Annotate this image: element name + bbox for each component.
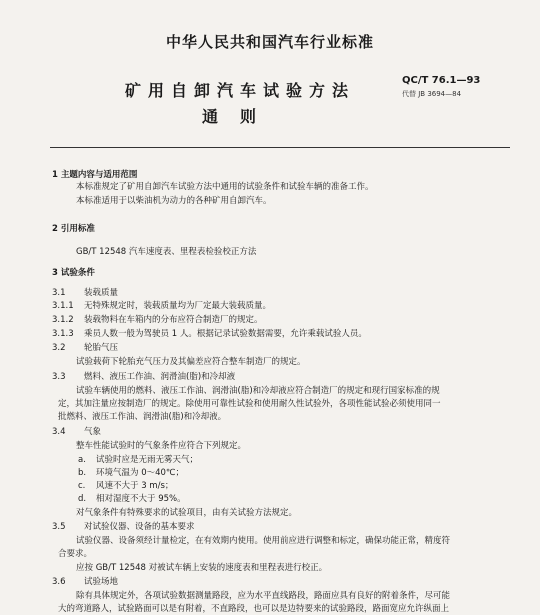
clause-3-3	[52, 371, 235, 383]
clause-3-5-line-2: 合要求。	[58, 549, 93, 559]
clause-3-3-line-3: 批燃料、液压工作油、润滑油(脂)和冷却液。	[58, 412, 227, 422]
clause-3-5	[52, 521, 195, 533]
clause-number: 3.3	[52, 372, 66, 382]
condition-item-d: d. 相对湿度不大于 95%。	[78, 494, 186, 504]
header-divider	[50, 147, 510, 148]
clause-title: 燃料、液压工作油、润滑油(脂)和冷却液	[84, 372, 236, 382]
condition-item-a: a. 试验时应是无雨无雾天气；	[78, 455, 199, 465]
section-1-heading: 1 主题内容与适用范围	[52, 170, 138, 180]
clause-3-3-line-1: 试验车辆使用的燃料、液压工作油、润滑油(脂)和冷却液应符合制造厂的规定和现行国家标准的规	[76, 386, 440, 396]
clause-number: 3.2	[52, 343, 66, 353]
replaces-standard: 代替 JB 3694—84	[402, 90, 462, 98]
clause-number: 3.1.1	[52, 301, 74, 311]
standard-category: 中华人民共和国汽车行业标准	[165, 33, 374, 51]
clause-3-1-3	[52, 328, 367, 340]
section-1-paragraph-1: 本标准规定了矿用自卸汽车试验方法中通用的试验条件和试验车辆的准备工作。	[76, 182, 374, 192]
clause-3-5-line-1: 试验仪器、设备须经计量检定，在有效期内使用。使用前应进行调整和标定，确保功能正常，精度符	[76, 536, 451, 546]
reference-standard: GB/T 12548 汽车速度表、里程表检验校正方法	[76, 247, 257, 257]
standard-number: QC/T 76.1—93	[402, 75, 481, 86]
clause-3-1-1	[52, 300, 271, 312]
clause-number: 3.6	[52, 577, 66, 587]
condition-item-c: c. 风速不大于 3 m/s；	[78, 481, 174, 491]
document-title: 矿用自卸汽车试验方法	[124, 81, 355, 100]
clause-3-2-text: 试验载荷下轮胎充气压力及其偏差应符合整车制造厂的规定。	[76, 357, 306, 367]
condition-item-b: b. 环境气温为 0～40℃；	[78, 468, 184, 478]
clause-text: 无特殊规定时，装载质量均为厂定最大装载质量。	[84, 301, 272, 311]
section-2-heading: 2 引用标准	[52, 224, 95, 234]
clause-3-3-line-2: 定，其加注量应按制造厂的规定。除使用可靠性试验和使用耐久性试验外，各项性能试验必须使用同一	[58, 399, 441, 409]
clause-title: 轮胎气压	[84, 343, 119, 353]
clause-title: 对试验仪器、设备的基本要求	[84, 522, 195, 532]
clause-3-6	[52, 576, 118, 588]
clause-title: 装载质量	[84, 288, 119, 298]
clause-number: 3.5	[52, 522, 66, 532]
clause-text: 乘员人数一般为驾驶员 1 人。根据记录试验数据需要，允许乘载试验人员。	[84, 329, 367, 339]
clause-3-4-intro: 整车性能试验时的气象条件应符合下列规定。	[76, 441, 247, 451]
document-subtitle: 通则	[201, 107, 278, 126]
clause-3-4	[52, 426, 101, 438]
clause-number: 3.4	[52, 427, 66, 437]
clause-3-1	[52, 287, 118, 299]
clause-3-5-line-3: 应按 GB/T 12548 对被试车辆上安装的速度表和里程表进行校正。	[76, 563, 328, 573]
clause-3-4-note: 对气象条件有特殊要求的试验项目，由有关试验方法规定。	[76, 508, 298, 518]
clause-3-2	[52, 342, 118, 354]
clause-3-1-2	[52, 314, 263, 326]
section-3-heading: 3 试验条件	[52, 268, 95, 278]
clause-number: 3.1.3	[52, 329, 74, 339]
clause-number: 3.1.2	[52, 315, 74, 325]
section-1-paragraph-2: 本标准适用于以柴油机为动力的各种矿用自卸汽车。	[76, 196, 272, 206]
clause-3-6-line-1: 除有具体规定外，各项试验数据测量路段，应为水平直线路段，路面应具有良好的附着条件，尽可能	[76, 591, 451, 601]
clause-text: 装载物料在车箱内的分布应符合制造厂的规定。	[84, 315, 263, 325]
clause-3-6-line-2: 大的弯道路人，试验路面可以是有附着，不直路段，也可以是边特要来的试验路段，路面宽应允许纵面上	[58, 604, 450, 614]
clause-title: 气象	[84, 427, 102, 437]
clause-number: 3.1	[52, 288, 66, 298]
clause-title: 试验场地	[84, 577, 119, 587]
